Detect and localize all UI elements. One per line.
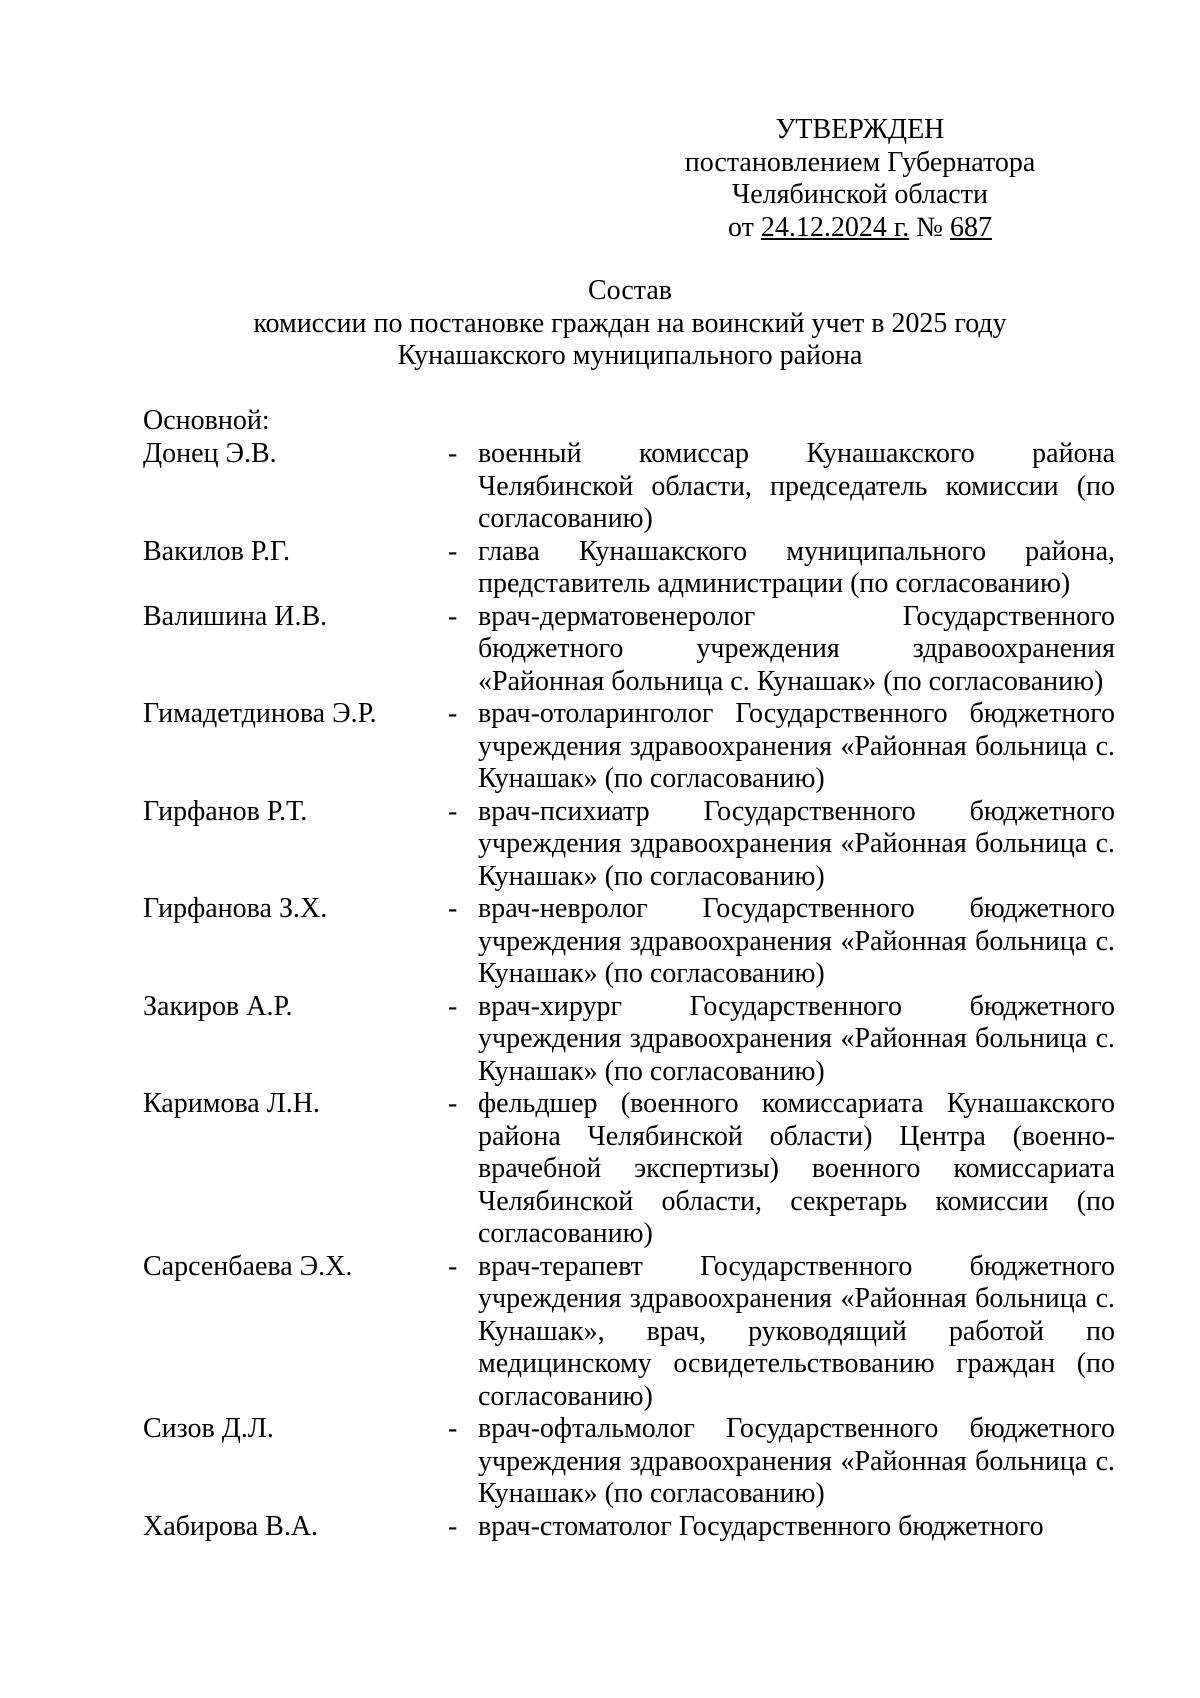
member-row bbox=[143, 1413, 1123, 1511]
approval-authority: постановлением Губернатора bbox=[684, 146, 1036, 178]
member-dash: - bbox=[448, 600, 458, 632]
member-role: врач-стоматолог Государственного бюджетного bbox=[478, 1510, 1044, 1542]
approval-region: Челябинской области bbox=[732, 179, 988, 210]
member-name: Сизов Д.Л. bbox=[143, 1413, 274, 1444]
member-dash: - bbox=[448, 1413, 458, 1444]
member-dash: - bbox=[448, 535, 458, 567]
approval-title: УТВЕРЖДЕН bbox=[775, 114, 945, 145]
approval-number: 687 bbox=[949, 211, 992, 243]
approval-date: 24.12.2024 г. bbox=[760, 211, 910, 243]
member-list bbox=[143, 438, 1123, 1543]
member-role: врач-дерматовенеролог Государственного бюджетного учреждения здравоохранения «Районная больница с. Кунашак» (по согласованию) bbox=[478, 600, 1115, 697]
member-role: фельдшер (военного комиссариата Кунашакского района Челябинской области) Центра (военно-врачебной экспертизы) военного комиссариата Челябинской области, секретарь комиссии (по согласованию) bbox=[478, 1088, 1115, 1249]
document-heading bbox=[140, 275, 1120, 373]
member-name: Валишина И.В. bbox=[143, 600, 328, 632]
member-row bbox=[143, 698, 1123, 796]
member-name: Хабирова В.А. bbox=[143, 1510, 319, 1542]
member-role: врач-терапевт Государственного бюджетного учреждения здравоохранения «Районная больница с. Кунашак», врач, руководящий работой по медицинскому освидетельствованию граждан (по согласованию) bbox=[478, 1250, 1115, 1412]
member-row bbox=[143, 438, 1123, 536]
member-dash: - bbox=[448, 795, 458, 827]
member-name: Донец Э.В. bbox=[143, 438, 277, 469]
member-name: Закиров А.Р. bbox=[143, 990, 293, 1022]
group-label: Основной: bbox=[143, 405, 270, 436]
member-dash: - bbox=[448, 1510, 458, 1542]
member-row bbox=[143, 991, 1123, 1089]
heading-title: Состав bbox=[587, 275, 673, 306]
approval-date-line bbox=[640, 212, 1080, 245]
heading-district: Кунашакского муниципального района bbox=[397, 340, 863, 371]
member-role: врач-отоларинголог Государственного бюджетного учреждения здравоохранения «Районная больница с. Кунашак» (по согласованию) bbox=[478, 698, 1115, 794]
member-role: глава Кунашакского муниципального района, представитель администрации (по согласованию) bbox=[478, 535, 1115, 599]
member-row bbox=[143, 796, 1123, 894]
member-role: врач-психиатр Государственного бюджетного учреждения здравоохранения «Районная больница с. Кунашак» (по согласованию) bbox=[478, 795, 1115, 892]
member-role: врач-невролог Государственного бюджетного учреждения здравоохранения «Районная больница с. Кунашак» (по согласованию) bbox=[478, 893, 1115, 989]
heading-subtitle: комиссии по постановке граждан на воинский учет в 2025 году bbox=[253, 307, 1007, 339]
member-dash: - bbox=[448, 438, 458, 469]
member-name: Вакилов Р.Г. bbox=[143, 535, 290, 567]
member-name: Гимадетдинова Э.Р. bbox=[143, 698, 377, 729]
member-row bbox=[143, 893, 1123, 991]
member-role: военный комиссар Кунашакского района Челябинской области, председатель комиссии (по согласованию) bbox=[478, 438, 1115, 534]
member-row bbox=[143, 601, 1123, 699]
member-name: Гирфанова З.Х. bbox=[143, 893, 328, 924]
approval-stamp bbox=[640, 114, 1080, 244]
member-dash: - bbox=[448, 893, 458, 924]
member-row bbox=[143, 1511, 1123, 1544]
approval-date-prefix: от bbox=[728, 211, 761, 243]
member-name: Сарсенбаева Э.Х. bbox=[143, 1250, 353, 1282]
member-dash: - bbox=[448, 1250, 458, 1282]
member-name: Гирфанов Р.Т. bbox=[143, 795, 308, 827]
member-row bbox=[143, 1251, 1123, 1414]
approval-number-prefix: № bbox=[909, 211, 950, 243]
member-role: врач-хирург Государственного бюджетного учреждения здравоохранения «Районная больница с. Кунашак» (по согласованию) bbox=[478, 990, 1115, 1087]
member-dash: - bbox=[448, 698, 458, 729]
member-dash: - bbox=[448, 990, 458, 1022]
member-row bbox=[143, 536, 1123, 601]
member-row bbox=[143, 1088, 1123, 1251]
member-name: Каримова Л.Н. bbox=[143, 1088, 320, 1119]
member-dash: - bbox=[448, 1088, 458, 1119]
member-role: врач-офтальмолог Государственного бюджетного учреждения здравоохранения «Районная больница с. Кунашак» (по согласованию) bbox=[478, 1413, 1115, 1509]
